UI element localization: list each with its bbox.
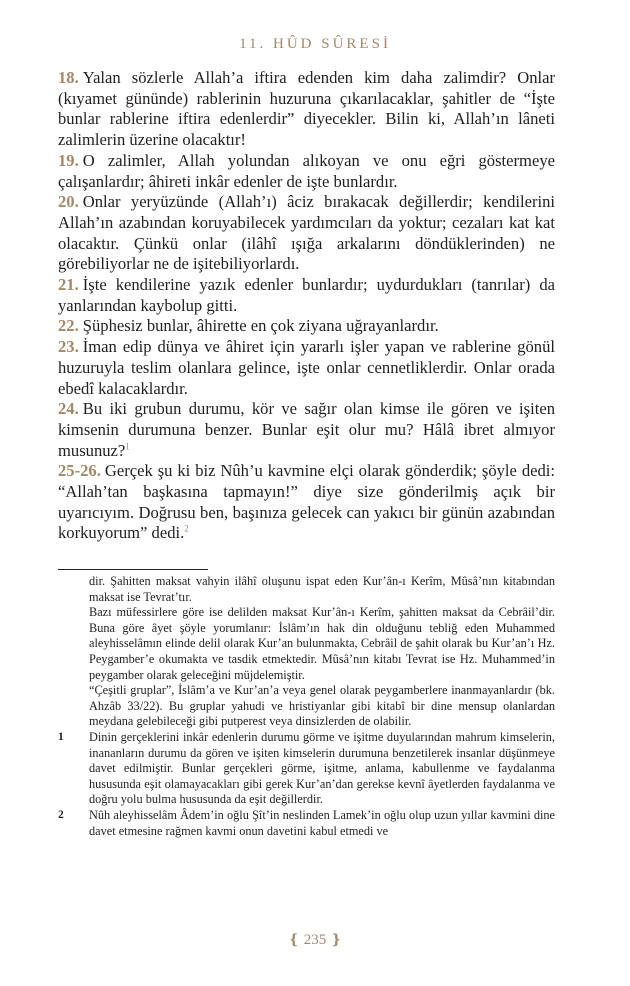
verse-24 <box>58 399 555 461</box>
verse-21 <box>58 275 555 316</box>
verse-18 <box>58 68 555 151</box>
verse-19 <box>58 151 555 192</box>
verse-23 <box>58 337 555 399</box>
verse-20 <box>58 192 555 275</box>
ornament-right-icon: ❵ <box>330 933 342 948</box>
verse-number: 21. <box>58 275 79 295</box>
verse-number: 24. <box>58 399 79 419</box>
verse-text: İşte kendilerine yazık edenler bunlardır; uydurdukları (tanrılar) da yanlarından kaybolup gitti. <box>58 275 555 315</box>
verse-text: Onlar yeryüzünde (Allah’ı) âciz bırakacak değillerdir; kendilerini Allah’ın azabından koruyabilecek yardımcıları da yoktur; cezaları kat kat olacaktır. Çünkü onlar (ilâhî ışığa arkalarını döndüklerinden) ne görebiliyorlar ne de işitebiliyorlardı. <box>58 192 555 274</box>
verse-text: O zalimler, Allah yolundan alıkoyan ve onu eğri göstermeye çalışanlardır; âhireti inkâr edenler de işte bunlardır. <box>58 150 555 191</box>
verse-22 <box>58 316 555 337</box>
footnote-1 <box>58 730 555 808</box>
footnotes <box>58 574 555 839</box>
footnote-2 <box>58 808 555 839</box>
verse-number: 22. <box>58 316 79 336</box>
footnote-continued-paragraph: dir. Şahitten maksat vahyin ilâhî oluşunu ispat eden Kur’ân-ı Kerîm, Mûsâ’nın kitabından maksat ise Tevrat’tır. <box>89 574 555 604</box>
verse-text: Yalan sözlerle Allah’a iftira edenden kim daha zalimdir? Onlar (kıyamet gününde) rablerinin huzuruna çıkarılacaklar, şahitler de “İşte bunlar rablerine iftira edenlerdir” diyecekler. Bilin ki, Allah’ın lâneti zalimlerin üzerine olacaktır! <box>58 68 555 150</box>
footnote-number: 2 <box>58 808 64 821</box>
footnote-continued-paragraph: “Çeşitli gruplar”, İslâm’a ve Kur’an’a veya genel olarak peygamberlere inanmayanlardır (bk. Ahzâb 33/22). Bu gruplar yahudi ve hristiyanlar gibi kitabî bir dine mensup olanlardan meydana gelebileceği gibi putperest veya dinsizlerden de olabilir. <box>89 683 555 729</box>
page-number: 235 <box>303 932 327 948</box>
footnote-divider <box>58 569 208 570</box>
verse-number: 23. <box>58 337 79 357</box>
verse-25-26 <box>58 461 555 544</box>
ornament-left-icon: ❴ <box>288 933 300 948</box>
running-head: 11. HÛD SÛRESİ <box>239 36 391 52</box>
page-folio <box>0 932 630 949</box>
footnote-marker[interactable]: 1 <box>125 441 130 452</box>
verse-number: 20. <box>58 192 79 212</box>
verse-number: 25-26. <box>58 461 101 481</box>
verse-number: 18. <box>58 68 79 87</box>
footnote-number: 1 <box>58 730 64 743</box>
footnote-marker[interactable]: 2 <box>184 523 189 534</box>
verse-block <box>58 68 555 544</box>
verse-text: İman edip dünya ve âhiret için yararlı işler yapan ve rablerine gönül huzuruyla teslim olanlara gelince, işte onlar cennetliklerdir. Onlar orada ebedî kalacaklardır. <box>58 337 555 398</box>
footnote-continued-paragraph: Bazı müfessirlere göre ise delilden maksat Kur’ân-ı Kerîm, şahitten maksat da Cebrâil’dir. Buna göre âyet şöyle yorumlanır: İslâm’ın hak din olduğunu tebliğ eden Muhammed aleyhisselâmın elinde delil olarak Kur’an bulunmakta, Cebrâil de şahit olarak bu Kur’an’ı Hz. Peygamber’e okumakta ve tasdik etmektedir. Mûsâ’nın kitabı Tevrat ise Hz. Muhammed’in peygamber olarak geleceğini müjdelemiştir. <box>89 605 555 682</box>
verse-number: 19. <box>58 150 79 170</box>
footnote-text: Dinin gerçeklerini inkâr edenlerin durumu görme ve işitme duyularından mahrum kimselerin, inananların durumu da gören ve işiten kimselerin durumuna benzetilerek insanlar düşünmeye davet edilmiştir. Bunlar gerçekleri görme, işitme, anlama, kabullenme ve faydalanma hususunda eşit olamayacakları gibi gerek Kur’an’dan gerekse kevnî âyetlerden faydalanma ve doğru yolu bulma hususunda da eşit değillerdir. <box>89 729 555 807</box>
verse-text: Gerçek şu ki biz Nûh’u kavmine elçi olarak gönderdik; şöyle dedi: “Allah’tan başkasına tapmayın!” diye size gönderilmiş açık bir uyarıcıyım. Doğrusu ben, başınıza gelecek can yakıcı bir günün azabından korkuyorum” dedi. <box>58 461 555 543</box>
verse-text: Şüphesiz bunlar, âhirette en çok ziyana uğrayanlardır. <box>82 316 439 336</box>
verse-text: Bu iki grubun durumu, kör ve sağır olan kimse ile gören ve işiten kimsenin durumuna benzer. Bunlar eşit olur mu? Hâlâ ibret almıyor musunuz? <box>58 399 555 460</box>
footnote-text: Nûh aleyhisselâm Âdem’in oğlu Şît’in neslinden Lamek’in oğlu olup uzun yıllar kavmini dine davet etmesine rağmen kavmi onun davetini kabul etmedi ve <box>89 807 555 838</box>
